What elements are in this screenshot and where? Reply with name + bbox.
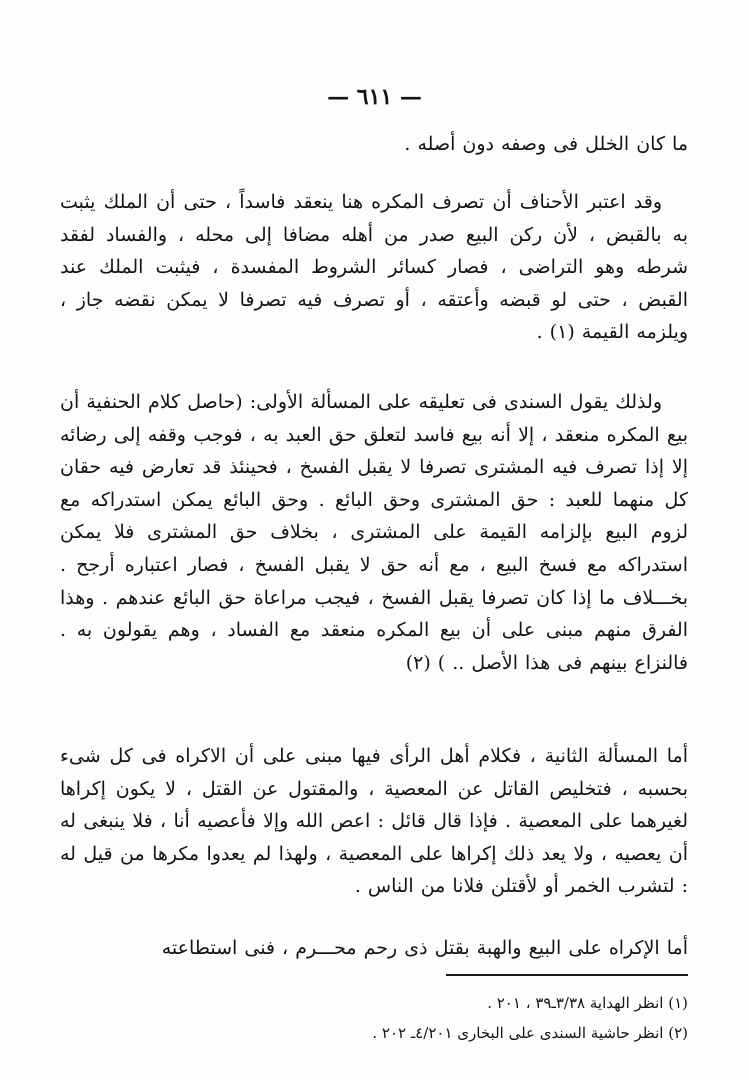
paragraph-text: ولذلك يقول السندى فى تعليقه على المسألة الأولى: (حاصل كلام الحنفية أن بيع المكره منعقد ، إلا أنه بيع فاسد لتعلق حق العبد به ، فوجب وقفه إلى رضائه إلا إذا تصرف فيه المشترى تصرفا لا يقبل الفسخ ، فحينئذ قد تعارض فيه حقان كل منهما للعبد : حق المشترى وحق البائع . وحق البائع يمكن استدراكه مع لزوم البيع بإلزامه القيمة على المشترى ، بخلاف حق المشترى فلا يمكن استدراكه مع فسخ البيع ، مع أنه حق لا يقبل الفسخ ، فصار اعتباره أرجح . بخـــلاف ما إذا كان تصرفا يقبل الفسخ ، فيجب مراعاة حق البائع عندهم . وهذا الفرق منهم مبنى على أن بيع المكره منعقد مع الفساد ، وهم يقولون به . فالنزاع بينهم فى هذا الأصل .. ) (٢): [60, 391, 688, 674]
footnotes: [200, 988, 688, 1048]
footnote-1: (١) انظر الهداية ٣/٣٨ـ٣٩ ، ٢٠١ .: [487, 994, 688, 1012]
footnote-divider: [446, 974, 688, 976]
paragraph-2: [60, 186, 688, 349]
paragraph-5: [60, 932, 688, 965]
paragraph-text: أما الإكراه على البيع والهبة بقتل ذى رحم محـــرم ، فنى استطاعته: [161, 937, 688, 959]
paragraph-text: ما كان الخلل فى وصفه دون أصله .: [404, 133, 688, 155]
paragraph-3: [60, 386, 688, 679]
paragraph-text: وقد اعتبر الأحناف أن تصرف المكره هنا ينعقد فاسداً ، حتى أن الملك يثبت به بالقبض ، لأن ركن البيع صدر من أهله مضافا إلى محله ، والفساد لفقد شرطه وهو التراضى ، فصار كسائر الشروط المفسدة ، فيثبت الملك عند القبض ، حتى لو قبضه وأعتقه ، أو تصرف فيه تصرفا لا يمكن نقضه جاز ، ويلزمه القيمة (١) .: [60, 191, 688, 344]
footnote-2: (٢) انظر حاشية السندى على البخارى ٤/٢٠١ـ ٢٠٢ .: [372, 1024, 688, 1042]
paragraph-1: [60, 128, 688, 161]
paragraph-text: أما المسألة الثانية ، فكلام أهل الرأى فيها مبنى على أن الاكراه فى كل شىء بحسبه ، فتخليص القاتل عن المعصية ، والمقتول عن القتل ، لا يكون إكراها لغيرهما على المعصية . فإذا قال قائل : اعص الله وإلا فأعصيه أنا ، فلا ينبغى له أن يعصيه ، ولا يعد ذلك إكراها على المعصية ، ولهذا لم يعدوا مكرها من قيل له : لتشرب الخمر أو لأقتلن فلانا من الناس .: [60, 745, 688, 898]
paragraph-4: [60, 740, 688, 903]
page-number: — ٦١١ —: [327, 84, 422, 110]
